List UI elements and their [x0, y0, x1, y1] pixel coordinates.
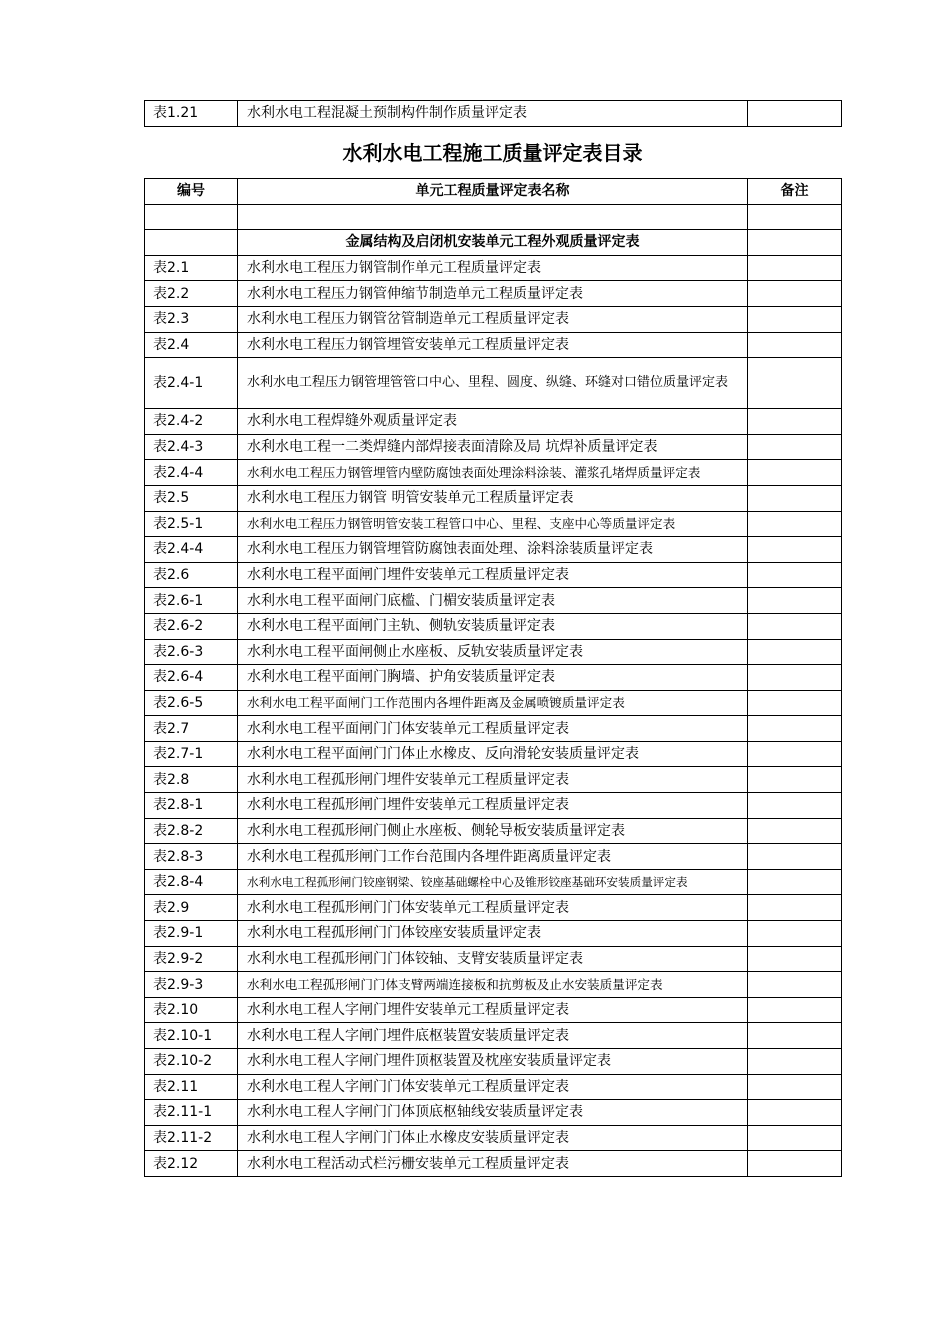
- table-row: [145, 793, 842, 819]
- row-name: 水利水电工程焊缝外观质量评定表: [238, 409, 748, 435]
- row-remark: [748, 869, 842, 895]
- page-title: 水利水电工程施工质量评定表目录: [342, 141, 643, 165]
- catalog-table: [144, 178, 842, 1177]
- empty-cell: [748, 204, 842, 230]
- table-row: [145, 537, 842, 563]
- table-row: [145, 460, 842, 486]
- row-remark: [748, 1151, 842, 1177]
- row-remark: [748, 332, 842, 358]
- row-name: 水利水电工程孤形闸门工作台范围内各埋件距离质量评定表: [238, 844, 748, 870]
- table-row: [145, 562, 842, 588]
- row-code: 表2.10-2: [145, 1049, 238, 1075]
- row-name: 水利水电工程人字闸门门体顶底枢轴线安装质量评定表: [238, 1100, 748, 1126]
- row-name: 水利水电工程平面闸门底槛、门楣安装质量评定表: [238, 588, 748, 614]
- header-remark: 备注: [748, 179, 842, 205]
- table-header-row: [145, 179, 842, 205]
- row-code: 表1.21: [145, 101, 238, 127]
- row-remark: [748, 485, 842, 511]
- row-code: 表2.9-3: [145, 972, 238, 998]
- row-name: 水利水电工程孤形闸门门体铰轴、支臂安装质量评定表: [238, 946, 748, 972]
- row-remark: [748, 767, 842, 793]
- row-name: 水利水电工程压力钢管埋管管口中心、里程、圆度、纵缝、环缝对口错位质量评定表: [238, 358, 748, 409]
- row-code: 表2.6-3: [145, 639, 238, 665]
- row-remark: [748, 972, 842, 998]
- row-code: 表2.10-1: [145, 1023, 238, 1049]
- table-row: [145, 1049, 842, 1075]
- row-remark: [748, 588, 842, 614]
- row-name: 水利水电工程孤形闸门埋件安装单元工程质量评定表: [238, 767, 748, 793]
- empty-cell: [145, 230, 238, 256]
- table-row: [145, 255, 842, 281]
- row-name: 水利水电工程压力钢管制作单元工程质量评定表: [238, 255, 748, 281]
- table-row: [145, 665, 842, 691]
- row-remark: [748, 281, 842, 307]
- row-name: 水利水电工程压力钢管 明管安装单元工程质量评定表: [238, 485, 748, 511]
- row-remark: [748, 511, 842, 537]
- table-row: [145, 946, 842, 972]
- row-remark: [748, 1074, 842, 1100]
- row-code: 表2.8-2: [145, 818, 238, 844]
- row-code: 表2.4-4: [145, 537, 238, 563]
- row-code: 表2.8-3: [145, 844, 238, 870]
- table-row: [145, 716, 842, 742]
- row-remark: [748, 665, 842, 691]
- row-name: 水利水电工程压力钢管明管安装工程管口中心、里程、支座中心等质量评定表: [238, 511, 748, 537]
- row-remark: [748, 613, 842, 639]
- row-name: 水利水电工程人字闸门埋件底枢装置安装质量评定表: [238, 1023, 748, 1049]
- row-code: 表2.6: [145, 562, 238, 588]
- row-code: 表2.8-1: [145, 793, 238, 819]
- row-name: 水利水电工程孤形闸门门体安装单元工程质量评定表: [238, 895, 748, 921]
- row-code: 表2.1: [145, 255, 238, 281]
- table-row: [145, 741, 842, 767]
- row-remark: [748, 844, 842, 870]
- table-row: [145, 1125, 842, 1151]
- empty-row: [145, 204, 842, 230]
- table-row: [145, 281, 842, 307]
- row-name: 水利水电工程孤形闸门铰座钢梁、铰座基础螺栓中心及锥形铰座基础环安装质量评定表: [238, 869, 748, 895]
- row-code: 表2.4-1: [145, 358, 238, 409]
- header-name: 单元工程质量评定表名称: [238, 179, 748, 205]
- table-row: [145, 101, 842, 127]
- table-row: [145, 844, 842, 870]
- row-code: 表2.2: [145, 281, 238, 307]
- table-row: [145, 588, 842, 614]
- row-code: 表2.3: [145, 306, 238, 332]
- row-name: 水利水电工程平面闸门门体止水橡皮、反向滑轮安装质量评定表: [238, 741, 748, 767]
- row-name: 水利水电工程人字闸门门体安装单元工程质量评定表: [238, 1074, 748, 1100]
- row-remark: [748, 255, 842, 281]
- table-row: [145, 306, 842, 332]
- table-row: [145, 1023, 842, 1049]
- row-remark: [748, 716, 842, 742]
- group-heading-row: [145, 230, 842, 256]
- row-name: 水利水电工程孤形闸门埋件安装单元工程质量评定表: [238, 793, 748, 819]
- row-remark: [748, 1023, 842, 1049]
- row-remark: [748, 101, 842, 127]
- table-row: [145, 1074, 842, 1100]
- group-heading: 金属结构及启闭机安装单元工程外观质量评定表: [238, 230, 748, 256]
- row-name: 水利水电工程人字闸门门体止水橡皮安装质量评定表: [238, 1125, 748, 1151]
- row-remark: [748, 1125, 842, 1151]
- row-code: 表2.5: [145, 485, 238, 511]
- row-code: 表2.11: [145, 1074, 238, 1100]
- row-name: 水利水电工程平面闸门胸墙、护角安装质量评定表: [238, 665, 748, 691]
- row-name: 水利水电工程压力钢管岔管制造单元工程质量评定表: [238, 306, 748, 332]
- row-remark: [748, 946, 842, 972]
- row-name: 水利水电工程活动式栏污栅安装单元工程质量评定表: [238, 1151, 748, 1177]
- row-code: 表2.11-2: [145, 1125, 238, 1151]
- previous-page-table: [144, 100, 842, 127]
- table-row: [145, 1100, 842, 1126]
- row-code: 表2.9: [145, 895, 238, 921]
- table-row: [145, 639, 842, 665]
- row-name: 水利水电工程压力钢管埋管内壁防腐蚀表面处理涂料涂装、灌浆孔堵焊质量评定表: [238, 460, 748, 486]
- row-code: 表2.9-2: [145, 946, 238, 972]
- row-remark: [748, 639, 842, 665]
- row-code: 表2.7: [145, 716, 238, 742]
- row-code: 表2.8: [145, 767, 238, 793]
- table-row: [145, 332, 842, 358]
- row-remark: [748, 409, 842, 435]
- table-row: [145, 511, 842, 537]
- row-name: 水利水电工程压力钢管埋管安装单元工程质量评定表: [238, 332, 748, 358]
- row-code: 表2.9-1: [145, 921, 238, 947]
- table-row: [145, 895, 842, 921]
- row-code: 表2.4-3: [145, 434, 238, 460]
- row-remark: [748, 358, 842, 409]
- row-name: 水利水电工程平面闸门工作范围内各埋件距离及金属喷镀质量评定表: [238, 690, 748, 716]
- table-row: [145, 485, 842, 511]
- row-code: 表2.6-4: [145, 665, 238, 691]
- row-remark: [748, 997, 842, 1023]
- row-name: 水利水电工程平面闸门门体安装单元工程质量评定表: [238, 716, 748, 742]
- row-remark: [748, 1100, 842, 1126]
- row-name: 水利水电工程平面闸门埋件安装单元工程质量评定表: [238, 562, 748, 588]
- row-name: 水利水电工程压力钢管埋管防腐蚀表面处理、涂料涂装质量评定表: [238, 537, 748, 563]
- row-code: 表2.5-1: [145, 511, 238, 537]
- row-name: 水利水电工程混凝土预制构件制作质量评定表: [238, 101, 748, 127]
- row-remark: [748, 741, 842, 767]
- table-row: [145, 869, 842, 895]
- row-name: 水利水电工程一二类焊缝内部焊接表面清除及局 坑焊补质量评定表: [238, 434, 748, 460]
- table-row: [145, 972, 842, 998]
- row-code: 表2.11-1: [145, 1100, 238, 1126]
- row-remark: [748, 306, 842, 332]
- row-code: 表2.12: [145, 1151, 238, 1177]
- table-row: [145, 358, 842, 409]
- row-code: 表2.7-1: [145, 741, 238, 767]
- row-name: 水利水电工程平面闸门主轨、侧轨安装质量评定表: [238, 613, 748, 639]
- row-name: 水利水电工程孤形闸门侧止水座板、侧轮导板安装质量评定表: [238, 818, 748, 844]
- row-remark: [748, 921, 842, 947]
- table-row: [145, 690, 842, 716]
- table-row: [145, 767, 842, 793]
- row-code: 表2.4: [145, 332, 238, 358]
- row-remark: [748, 1049, 842, 1075]
- empty-cell: [145, 204, 238, 230]
- row-remark: [748, 895, 842, 921]
- row-remark: [748, 562, 842, 588]
- row-remark: [748, 818, 842, 844]
- table-row: [145, 434, 842, 460]
- table-row: [145, 613, 842, 639]
- table-row: [145, 409, 842, 435]
- table-row: [145, 1151, 842, 1177]
- empty-cell: [748, 230, 842, 256]
- row-code: 表2.6-5: [145, 690, 238, 716]
- row-remark: [748, 460, 842, 486]
- row-code: 表2.4-2: [145, 409, 238, 435]
- row-code: 表2.6-2: [145, 613, 238, 639]
- row-remark: [748, 537, 842, 563]
- row-code: 表2.4-4: [145, 460, 238, 486]
- table-row: [145, 818, 842, 844]
- row-remark: [748, 434, 842, 460]
- header-code: 编号: [145, 179, 238, 205]
- row-name: 水利水电工程孤形闸门门体支臂两端连接板和抗剪板及止水安装质量评定表: [238, 972, 748, 998]
- table-row: [145, 921, 842, 947]
- row-code: 表2.8-4: [145, 869, 238, 895]
- row-remark: [748, 793, 842, 819]
- row-code: 表2.6-1: [145, 588, 238, 614]
- row-code: 表2.10: [145, 997, 238, 1023]
- row-name: 水利水电工程平面闸侧止水座板、反轨安装质量评定表: [238, 639, 748, 665]
- row-remark: [748, 690, 842, 716]
- table-row: [145, 997, 842, 1023]
- empty-cell: [238, 204, 748, 230]
- row-name: 水利水电工程孤形闸门门体铰座安装质量评定表: [238, 921, 748, 947]
- row-name: 水利水电工程人字闸门埋件安装单元工程质量评定表: [238, 997, 748, 1023]
- row-name: 水利水电工程人字闸门埋件顶枢装置及枕座安装质量评定表: [238, 1049, 748, 1075]
- row-name: 水利水电工程压力钢管伸缩节制造单元工程质量评定表: [238, 281, 748, 307]
